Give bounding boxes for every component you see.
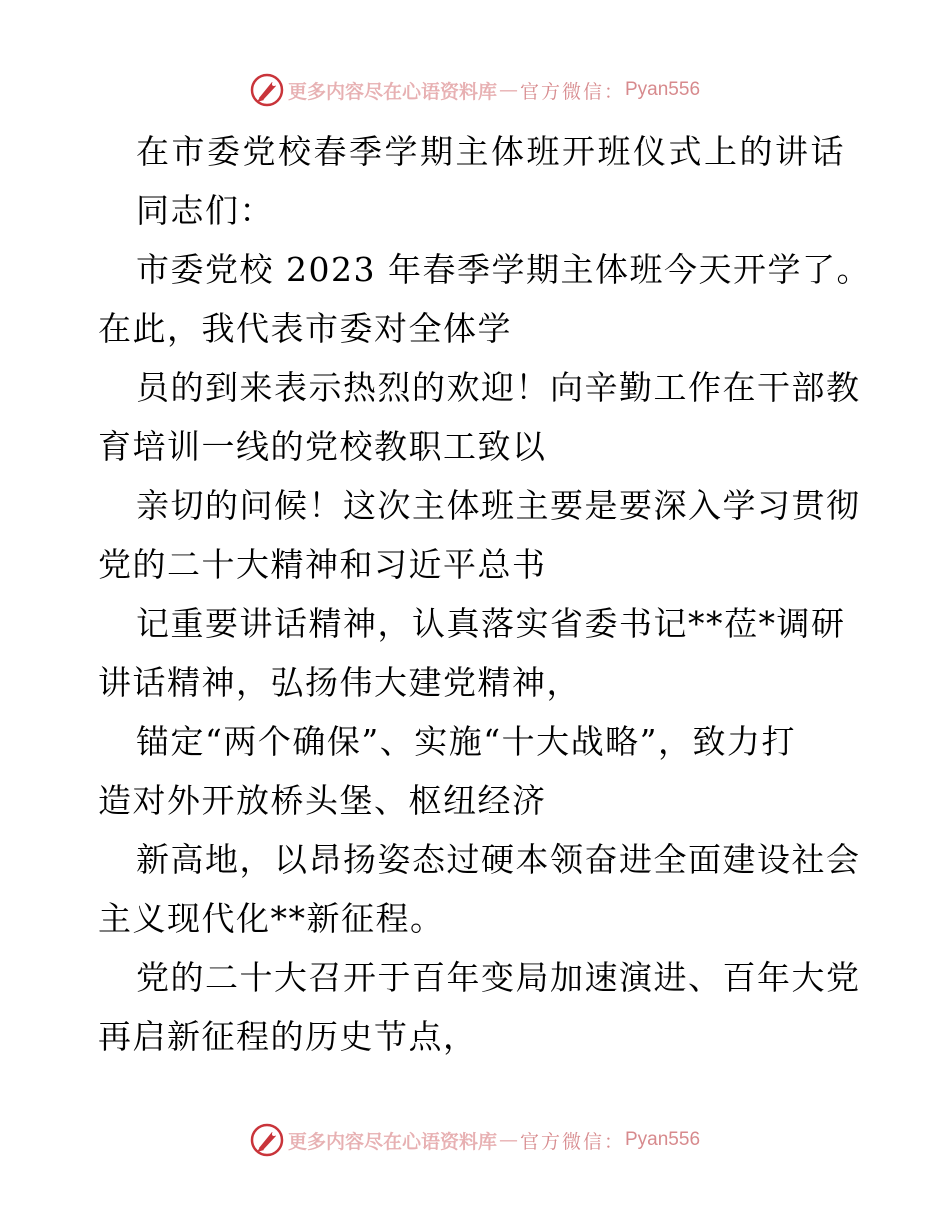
watermark-wechat-id: Pyan556 (625, 79, 701, 100)
paragraph-line: 新高地，以昂扬姿态过硬本领奋进全面建设社会 (136, 840, 861, 879)
watermark-wechat-label: 官方微信： (519, 80, 625, 103)
watermark-separator: — (498, 1129, 518, 1151)
paragraph-line: 再启新征程的历史节点， (98, 1017, 478, 1056)
paragraph-line: 在此，我代表市委对全体学 (98, 309, 512, 348)
paragraph-line: 亲切的问候！这次主体班主要是要深入学习贯彻 (136, 486, 861, 525)
paragraph-line: 市委党校 2023 年春季学期主体班今天开学了。 (136, 250, 871, 289)
paragraph-line: 记重要讲话精神，认真落实省委书记**莅*调研 (136, 604, 846, 643)
document-title: 在市委党校春季学期主体班开班仪式上的讲话 (136, 132, 846, 171)
paragraph-line: 讲话精神，弘扬伟大建党精神， (98, 663, 581, 702)
paragraph-line: 造对外开放桥头堡、枢纽经济 (98, 781, 547, 820)
paragraph-line: 主义现代化**新征程。 (98, 899, 445, 938)
paragraph-line: 党的二十大精神和习近平总书 (98, 545, 547, 584)
watermark-text: 更多内容尽在心语资料库 (287, 80, 497, 103)
watermark-separator: — (498, 79, 518, 101)
salutation: 同志们： (136, 191, 274, 230)
header-watermark (0, 70, 950, 110)
document-body (98, 122, 871, 1066)
paragraph-line: 锚定“两个确保”、实施“十大战略”，致力打 (136, 722, 796, 761)
pen-nib-logo-icon (250, 1123, 284, 1157)
paragraph-line: 员的到来表示热烈的欢迎！向辛勤工作在干部教 (136, 368, 861, 407)
paragraph-line: 育培训一线的党校教职工致以 (98, 427, 547, 466)
watermark-text: 更多内容尽在心语资料库 (287, 1130, 497, 1153)
pen-nib-logo-icon (250, 73, 284, 107)
watermark-wechat-label: 官方微信： (519, 1130, 625, 1153)
paragraph-line: 党的二十大召开于百年变局加速演进、百年大党 (136, 958, 861, 997)
footer-watermark (0, 1120, 950, 1160)
watermark-wechat-id: Pyan556 (625, 1129, 701, 1150)
